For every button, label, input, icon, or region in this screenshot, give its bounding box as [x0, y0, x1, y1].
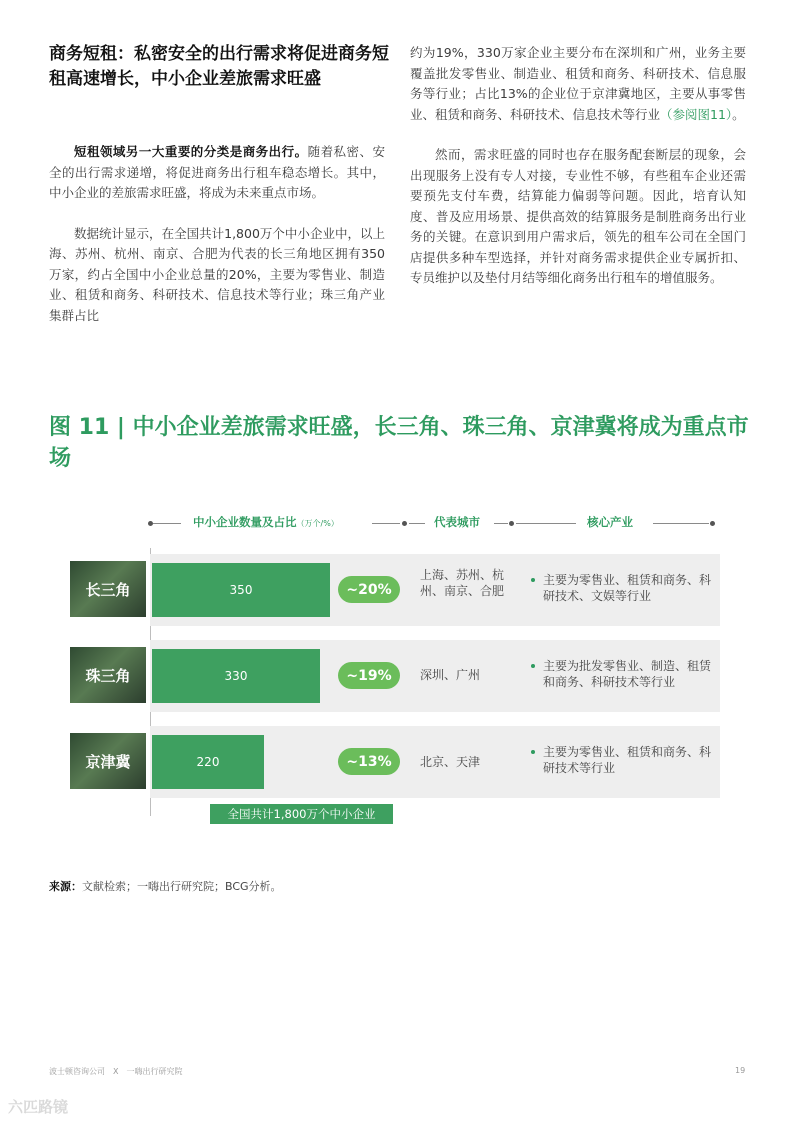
- left-paragraph-1-rest: 随着私密、安全的出行需求递增，将促进商务出行租车稳态增长。其中，中小企业的差旅需求旺盛，将成为未来重点市场。: [49, 144, 385, 200]
- bar: [152, 735, 264, 789]
- lead-sentence: 短租领域另一大重要的分类是商务出行。: [74, 144, 308, 159]
- left-paragraph-1: [49, 142, 385, 204]
- source-note: [49, 878, 282, 894]
- percent-badge: ~19%: [338, 662, 400, 689]
- right-paragraph-1-end: 。: [732, 106, 745, 122]
- header-dot: [509, 521, 514, 526]
- header-dot: [710, 521, 715, 526]
- header-rule: [494, 523, 508, 524]
- total-label: 全国共计1,800万个中小企业: [210, 804, 393, 824]
- region-label-image: 珠三角: [70, 647, 146, 703]
- bar: [152, 649, 320, 703]
- column-header-industry: 核心产业: [587, 515, 633, 529]
- region-label-image: 京津冀: [70, 733, 146, 789]
- header-dot: [402, 521, 407, 526]
- header-rule: [153, 523, 181, 524]
- right-paragraph-1-text: 约为19%，330万家企业主要分布在深圳和广州，业务主要覆盖批发零售业、制造业、租赁和商务、科研技术、信息服务等行业；占比13%的企业位于京津冀地区，主要从事零售业、租赁和商务、科研技术、信息技术等行业: [410, 45, 746, 122]
- source-text: 文献检索；一嗨出行研究院；BCG分析。: [82, 880, 282, 893]
- cities-text: 北京、天津: [420, 755, 481, 769]
- footer-credit: 波士顿咨询公司 X 一嗨出行研究院: [49, 1067, 183, 1076]
- right-paragraph-2: 然而，需求旺盛的同时也存在服务配套断层的现象，会出现服务上没有专人对接，专业性不够，有些租车企业还需要预先支付车费，结算能力偏弱等问题。因此，培育认知度、普及应用场景、提供高效的结算服务是制胜商务出行业务的关键。在意识到用户需求后，领先的租车公司在全国门店提供多种车型选择，并针对商务需求提供企业专属折扣、专员维护以及垫付月结等细化商务出行租车的增值服务。: [410, 147, 746, 285]
- industry-text: 主要为批发零售业、制造、租赁和商务、科研技术等行业: [543, 659, 712, 689]
- header-rule: [409, 523, 425, 524]
- bar-value-label: 350: [229, 583, 253, 597]
- bar-value-label: 220: [196, 755, 220, 769]
- column-header-count: [193, 514, 339, 530]
- left-column: [49, 142, 385, 346]
- figure-reference-link[interactable]: （参阅图11）: [660, 106, 733, 122]
- figure-title: 图 11 | 中小企业差旅需求旺盛，长三角、珠三角、京津冀将成为重点市场: [49, 415, 749, 471]
- bar: [152, 563, 330, 617]
- column-header-count-text: 中小企业数量及占比: [193, 515, 297, 529]
- bullet-dot: [531, 578, 535, 582]
- header-rule: [372, 523, 400, 524]
- percent-badge: ~20%: [338, 576, 400, 603]
- header-rule: [653, 523, 709, 524]
- cities-text: 深圳、广州: [420, 668, 481, 682]
- industry-text: 主要为零售业、租赁和商务、科研技术等行业: [543, 745, 712, 775]
- header-rule: [516, 523, 576, 524]
- page-number: 19: [735, 1066, 746, 1075]
- left-paragraph-2: 数据统计显示，在全国共计1,800万个中小企业中，以上海、苏州、杭州、南京、合肥为代表的长三角地区拥有350万家，约占全国中小企业总量的20%，主要为零售业、制造业、租赁和商务、科研技术、信息技术等行业；珠三角产业集群占比: [49, 225, 385, 323]
- source-label: 来源：: [49, 880, 82, 893]
- cities-text: 上海、苏州、杭州、南京、合肥: [420, 568, 505, 598]
- right-column: [410, 43, 746, 309]
- industry-text: 主要为零售业、租赁和商务、科研技术、文娱等行业: [543, 573, 712, 603]
- percent-badge: ~13%: [338, 748, 400, 775]
- bullet-dot: [531, 664, 535, 668]
- column-header-unit: （万个/%）: [296, 519, 339, 528]
- right-paragraph-1: [410, 43, 746, 125]
- bullet-dot: [531, 750, 535, 754]
- section-heading: 商务短租：私密安全的出行需求将促进商务短租高速增长，中小企业差旅需求旺盛: [49, 44, 389, 89]
- bar-value-label: 330: [224, 669, 248, 683]
- region-label-image: 长三角: [70, 561, 146, 617]
- column-header-cities: 代表城市: [434, 515, 480, 529]
- watermark-logo: 六匹路镜: [8, 1098, 69, 1116]
